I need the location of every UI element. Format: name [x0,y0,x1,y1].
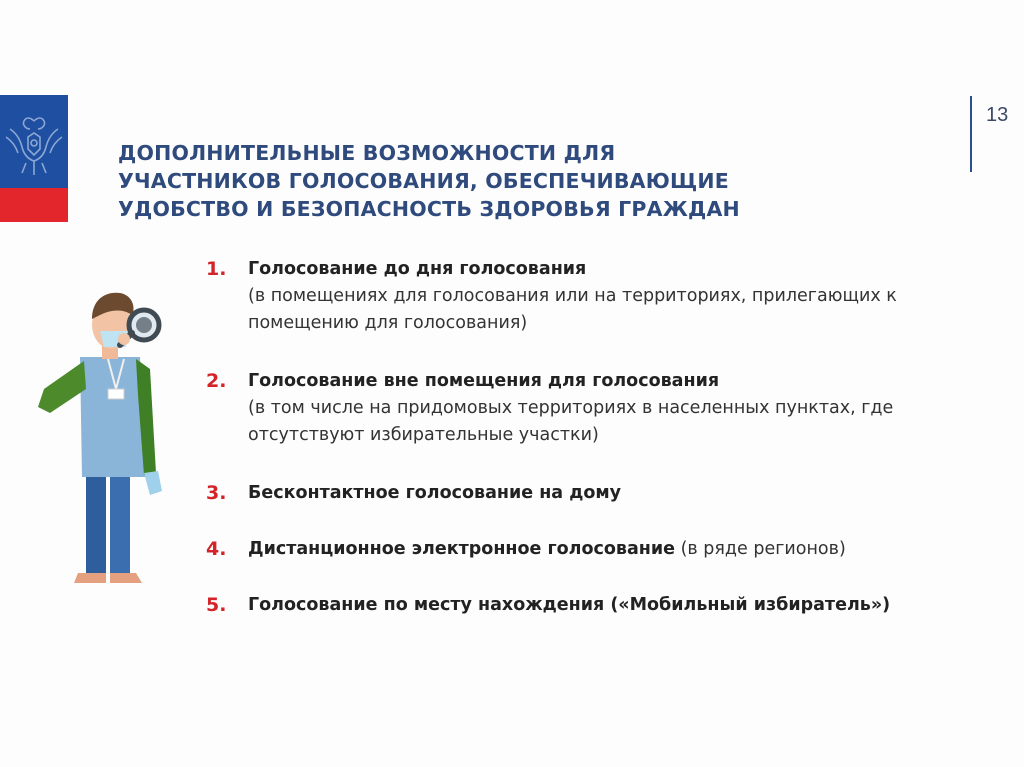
page-number-divider [970,96,972,172]
item-note: помещению для голосования) [248,313,528,333]
title-line: ДОПОЛНИТЕЛЬНЫЕ ВОЗМОЖНОСТИ ДЛЯ [118,141,616,165]
title-line: УДОБСТВО И БЕЗОПАСНОСТЬ ЗДОРОВЬЯ ГРАЖДАН [118,197,740,221]
item-note: отсутствуют избирательные участки) [248,425,599,445]
page-number: 13 [986,104,1009,126]
page-title [118,139,878,223]
item-title: Голосование вне помещения для голосования [248,371,720,391]
item-title: Голосование по месту нахождения («Мобильный избиратель») [248,595,891,615]
item-title: Бесконтактное голосование на дому [248,483,622,503]
flag-emblem [0,95,68,222]
title-line: УЧАСТНИКОВ ГОЛОСОВАНИЯ, ОБЕСПЕЧИВАЮЩИЕ [118,169,729,193]
item-number: 3. [206,482,227,504]
person-with-magnifier-illustration [28,285,168,585]
item-suffix: (в ряде регионов) [675,539,846,559]
item-number: 2. [206,370,227,392]
item-number: 4. [206,538,227,560]
item-note: (в том числе на придомовых территориях в населенных пунктах, где [248,398,894,418]
item-number: 1. [206,258,227,280]
emblem-icon [0,103,68,183]
item-number: 5. [206,594,227,616]
item-title: Дистанционное электронное голосование [248,539,675,559]
item-note: (в помещениях для голосования или на территориях, прилегающих к [248,286,897,306]
item-title: Голосование до дня голосования [248,259,587,279]
